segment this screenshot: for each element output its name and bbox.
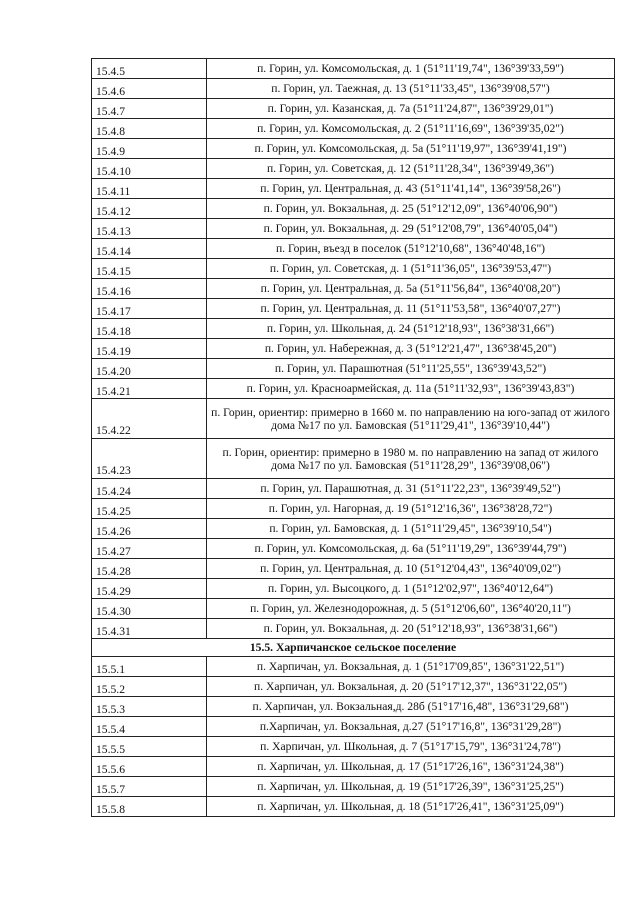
row-address: п. Харпичан, ул. Вокзальная, д. 20 (51°17'12,37", 136°31'22,05") xyxy=(207,677,615,697)
row-address: п. Горин, ул. Вокзальная, д. 29 (51°12'08,79", 136°40'05,04") xyxy=(207,219,615,239)
row-number: 15.4.21 xyxy=(92,379,207,399)
table-row xyxy=(92,159,615,179)
row-number: 15.4.31 xyxy=(92,619,207,639)
row-number: 15.4.30 xyxy=(92,599,207,619)
row-address: п. Харпичан, ул. Школьная, д. 19 (51°17'26,39", 136°31'25,25") xyxy=(207,777,615,797)
table-row xyxy=(92,239,615,259)
row-address: п. Горин, ул. Советская, д. 12 (51°11'28,34", 136°39'49,36") xyxy=(207,159,615,179)
row-number: 15.5.5 xyxy=(92,737,207,757)
row-number: 15.4.8 xyxy=(92,119,207,139)
table-row xyxy=(92,339,615,359)
row-number: 15.4.14 xyxy=(92,239,207,259)
row-address: п. Горин, ул. Вокзальная, д. 20 (51°12'18,93", 136°38'31,66") xyxy=(207,619,615,639)
table-row xyxy=(92,259,615,279)
table-body xyxy=(92,59,615,817)
row-number: 15.4.29 xyxy=(92,579,207,599)
row-number: 15.4.18 xyxy=(92,319,207,339)
table-row xyxy=(92,717,615,737)
row-address: п. Горин, ул. Центральная, д. 5а (51°11'56,84", 136°40'08,20") xyxy=(207,279,615,299)
row-address: п. Горин, ул. Центральная, д. 43 (51°11'41,14", 136°39'58,26") xyxy=(207,179,615,199)
table-row xyxy=(92,219,615,239)
row-number: 15.4.7 xyxy=(92,99,207,119)
row-address: п. Горин, ул. Казанская, д. 7а (51°11'24,87", 136°39'29,01") xyxy=(207,99,615,119)
table-row xyxy=(92,677,615,697)
table-row xyxy=(92,737,615,757)
row-address: п. Горин, ул. Советская, д. 1 (51°11'36,05", 136°39'53,47") xyxy=(207,259,615,279)
row-number: 15.5.1 xyxy=(92,657,207,677)
table-row xyxy=(92,299,615,319)
table-row xyxy=(92,519,615,539)
row-address: п. Горин, ул. Центральная, д. 11 (51°11'53,58", 136°40'07,27") xyxy=(207,299,615,319)
row-number: 15.4.17 xyxy=(92,299,207,319)
row-address: п. Харпичан, ул. Вокзальная, д. 1 (51°17'09,85", 136°31'22,51") xyxy=(207,657,615,677)
row-number: 15.5.6 xyxy=(92,757,207,777)
row-number: 15.4.13 xyxy=(92,219,207,239)
row-number: 15.4.12 xyxy=(92,199,207,219)
row-number: 15.5.4 xyxy=(92,717,207,737)
row-address: п. Горин, ул. Высоцкого, д. 1 (51°12'02,97", 136°40'12,64") xyxy=(207,579,615,599)
row-number: 15.4.10 xyxy=(92,159,207,179)
row-address: п. Горин, ориентир: примерно в 1660 м. по направлению на юго-запад от жилого дома №17 по ул. Бамовская (51°11'29,41", 136°39'10,44") xyxy=(207,399,615,439)
row-number: 15.4.26 xyxy=(92,519,207,539)
row-address: п. Горин, ул. Вокзальная, д. 25 (51°12'12,09", 136°40'06,90") xyxy=(207,199,615,219)
row-address: п. Горин, ул. Комсомольская, д. 6а (51°11'19,29", 136°39'44,79") xyxy=(207,539,615,559)
row-address: п. Харпичан, ул. Школьная, д. 7 (51°17'15,79", 136°31'24,78") xyxy=(207,737,615,757)
section-title: 15.5. Харпичанское сельское поселение xyxy=(92,639,615,657)
row-number: 15.4.22 xyxy=(92,399,207,439)
row-address: п. Горин, ул. Красноармейская, д. 11а (51°11'32,93", 136°39'43,83") xyxy=(207,379,615,399)
row-number: 15.4.5 xyxy=(92,59,207,79)
row-number: 15.4.19 xyxy=(92,339,207,359)
table-row xyxy=(92,619,615,639)
table-row xyxy=(92,797,615,817)
table-row xyxy=(92,139,615,159)
table-row xyxy=(92,199,615,219)
row-number: 15.4.28 xyxy=(92,559,207,579)
table-row xyxy=(92,579,615,599)
document-page xyxy=(91,58,615,817)
table-row xyxy=(92,379,615,399)
table-row xyxy=(92,599,615,619)
row-address: п.Харпичан, ул. Вокзальная, д.27 (51°17'16,8", 136°31'29,28") xyxy=(207,717,615,737)
row-number: 15.5.2 xyxy=(92,677,207,697)
table-row xyxy=(92,559,615,579)
table-row xyxy=(92,757,615,777)
row-address: п. Горин, ул. Комсомольская, д. 5а (51°11'19,97", 136°39'41,19") xyxy=(207,139,615,159)
table-row xyxy=(92,399,615,439)
row-address: п. Горин, ул. Таежная, д. 13 (51°11'33,45", 136°39'08,57") xyxy=(207,79,615,99)
table-row xyxy=(92,499,615,519)
table-row xyxy=(92,539,615,559)
table-row xyxy=(92,777,615,797)
table-row xyxy=(92,657,615,677)
row-number: 15.4.25 xyxy=(92,499,207,519)
row-address: п. Горин, ул. Бамовская, д. 1 (51°11'29,45", 136°39'10,54") xyxy=(207,519,615,539)
table-row xyxy=(92,359,615,379)
row-number: 15.4.16 xyxy=(92,279,207,299)
table-row xyxy=(92,119,615,139)
table-row xyxy=(92,59,615,79)
row-address: п. Горин, ул. Комсомольская, д. 1 (51°11'19,74", 136°39'33,59") xyxy=(207,59,615,79)
row-address: п. Горин, ул. Парашютная, д. 31 (51°11'22,23", 136°39'49,52") xyxy=(207,479,615,499)
row-address: п. Горин, ул. Парашютная (51°11'25,55", 136°39'43,52") xyxy=(207,359,615,379)
row-number: 15.5.8 xyxy=(92,797,207,817)
row-number: 15.4.20 xyxy=(92,359,207,379)
row-address: п. Горин, ул. Набережная, д. 3 (51°12'21,47", 136°38'45,20") xyxy=(207,339,615,359)
row-address: п. Горин, ул. Комсомольская, д. 2 (51°11'16,69", 136°39'35,02") xyxy=(207,119,615,139)
row-number: 15.4.27 xyxy=(92,539,207,559)
table-row xyxy=(92,697,615,717)
row-address: п. Харпичан, ул. Школьная, д. 17 (51°17'26,16", 136°31'24,38") xyxy=(207,757,615,777)
table-row xyxy=(92,319,615,339)
table-row xyxy=(92,79,615,99)
row-address: п. Горин, ул. Нагорная, д. 19 (51°12'16,36", 136°38'28,72") xyxy=(207,499,615,519)
section-row xyxy=(92,639,615,657)
table-row xyxy=(92,179,615,199)
address-table xyxy=(91,58,615,817)
row-address: п. Харпичан, ул. Вокзальная,д. 28б (51°17'16,48", 136°31'29,68") xyxy=(207,697,615,717)
row-address: п. Горин, ул. Школьная, д. 24 (51°12'18,93", 136°38'31,66") xyxy=(207,319,615,339)
row-number: 15.5.3 xyxy=(92,697,207,717)
row-address: п. Горин, въезд в поселок (51°12'10,68", 136°40'48,16") xyxy=(207,239,615,259)
row-address: п. Горин, ориентир: примерно в 1980 м. по направлению на запад от жилого дома №17 по ул. Бамовская (51°11'28,29", 136°39'08,06") xyxy=(207,439,615,479)
row-number: 15.4.24 xyxy=(92,479,207,499)
table-row xyxy=(92,479,615,499)
row-number: 15.4.15 xyxy=(92,259,207,279)
row-number: 15.4.6 xyxy=(92,79,207,99)
row-address: п. Харпичан, ул. Школьная, д. 18 (51°17'26,41", 136°31'25,09") xyxy=(207,797,615,817)
row-address: п. Горин, ул. Центральная, д. 10 (51°12'04,43", 136°40'09,02") xyxy=(207,559,615,579)
row-number: 15.5.7 xyxy=(92,777,207,797)
table-row xyxy=(92,99,615,119)
row-number: 15.4.9 xyxy=(92,139,207,159)
row-number: 15.4.11 xyxy=(92,179,207,199)
table-row xyxy=(92,439,615,479)
table-row xyxy=(92,279,615,299)
row-number: 15.4.23 xyxy=(92,439,207,479)
row-address: п. Горин, ул. Железнодорожная, д. 5 (51°12'06,60", 136°40'20,11") xyxy=(207,599,615,619)
